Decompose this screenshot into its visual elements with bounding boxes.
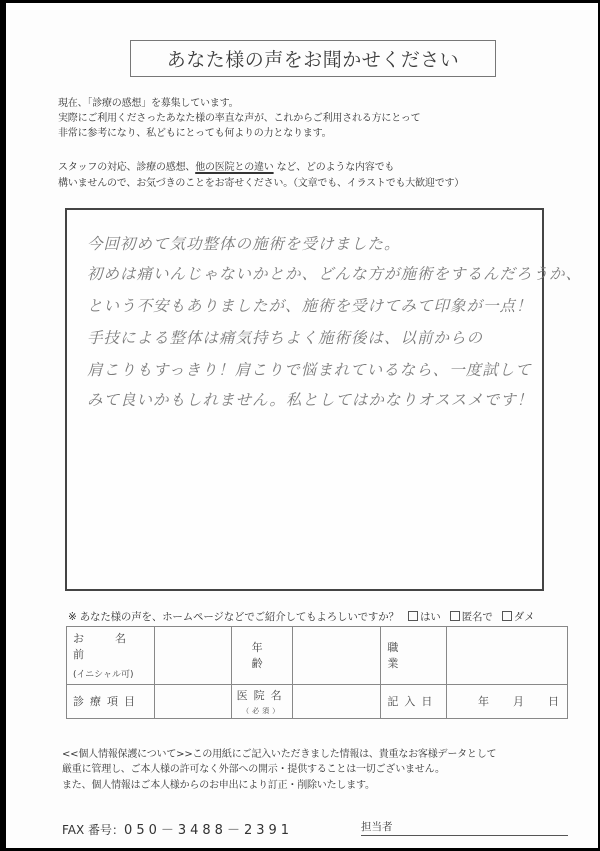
age-label: 年 齢	[251, 641, 294, 671]
name-label: お 名 前	[73, 632, 157, 662]
consent-question: ※ あなた様の声を、ホームページなどでご紹介してもよろしいですか？	[68, 611, 399, 623]
privacy-line-2: 厳重に管理し、ご本人様の許可なく外部への開示・提供することは一切ございません。	[62, 764, 445, 775]
date-year-unit: 年	[478, 695, 489, 709]
clinic-label-cell	[231, 684, 293, 718]
date-label-cell	[381, 684, 447, 718]
consent-no-label: ダメ	[513, 611, 535, 623]
clinic-field[interactable]	[293, 684, 381, 718]
intro-line-1: 現在、「診療の感想」を募集しています。	[58, 98, 239, 109]
privacy-line-3: また、個人情報はご本人様からのお申出により訂正・削除いたします。	[62, 780, 375, 791]
intro-line-3: 非常に参考になり、私どもにとっても何よりの力となります。	[58, 128, 332, 139]
respondent-info-table	[66, 626, 568, 719]
job-field[interactable]	[447, 627, 568, 685]
form-title-text: あなた様の声をお聞かせください	[166, 49, 460, 71]
treatment-label-cell	[67, 684, 155, 718]
survey-sheet	[6, 3, 598, 848]
intro-line-4-post: など、どのような内容でも	[273, 162, 395, 173]
name-label-cell	[67, 627, 155, 685]
job-label: 職 業	[387, 641, 430, 671]
consent-anonymous-label: 匿名で	[461, 611, 493, 623]
intro-line-5: 構いませんので、お気づきのことをお寄せください。（文章でも、イラストでも大歓迎です）	[58, 178, 465, 189]
handwritten-line: 初めは痛いんじゃないかとか、どんな方が施術をするんだろうか、	[87, 265, 583, 283]
consent-anonymous-checkbox[interactable]	[450, 611, 460, 621]
name-field[interactable]	[154, 627, 231, 685]
fax-label: FAX 番号：	[62, 823, 125, 837]
intro-line-4-pre: スタッフの対応、診療の感想、	[58, 162, 196, 173]
treatment-field[interactable]	[154, 684, 231, 718]
publish-consent	[68, 609, 534, 624]
handwritten-line: 手技による整体は痛気持ちよく施術後は、以前からの	[87, 329, 484, 347]
handwritten-line: みて良いかもしれません。私としてはかなりオススメです！	[87, 391, 534, 409]
consent-yes-checkbox[interactable]	[408, 611, 418, 621]
form-title	[130, 40, 496, 77]
fax-number	[62, 819, 293, 838]
date-month-unit: 月	[513, 695, 524, 709]
age-label-cell	[231, 627, 293, 685]
job-label-cell	[381, 627, 447, 685]
table-row	[67, 684, 568, 718]
staff-signature-line[interactable]	[361, 819, 568, 836]
handwritten-line: 今回初めて気功整体の施術を受けました。	[87, 235, 401, 253]
fax-number-value: 050－3488－2391	[124, 823, 294, 838]
privacy-line-1: <<個人情報保護について>>この用紙にご記入いただきました情報は、貴重なお客様データとして	[62, 749, 497, 760]
age-field[interactable]	[293, 627, 381, 685]
clinic-required-note: （必須）	[242, 706, 283, 715]
consent-no-checkbox[interactable]	[502, 611, 512, 621]
date-field[interactable]	[447, 684, 568, 718]
handwritten-line: という不安もありましたが、施術を受けてみて印象が一点！	[87, 297, 533, 315]
handwritten-line: 肩こりもすっきり！肩こりで悩まれているなら、一度試して	[87, 361, 532, 379]
handwritten-comment-box[interactable]	[65, 208, 583, 591]
table-row	[67, 627, 568, 685]
name-sublabel: (イニシャル可)	[73, 670, 134, 681]
intro-line-2: 実際にご利用くださったあなた様の率直な声が、これからご利用される方にとって	[58, 113, 421, 124]
treatment-label: 診療項目	[73, 695, 141, 709]
consent-yes-label: はい	[419, 611, 441, 623]
intro-line-4	[58, 158, 394, 173]
clinic-label: 医院名	[236, 688, 288, 702]
intro-highlight-difference: 他の医院との違い	[195, 162, 274, 173]
staff-label: 担当者	[361, 821, 393, 833]
date-label: 記入日	[387, 695, 439, 709]
date-day-unit: 日	[548, 695, 559, 709]
